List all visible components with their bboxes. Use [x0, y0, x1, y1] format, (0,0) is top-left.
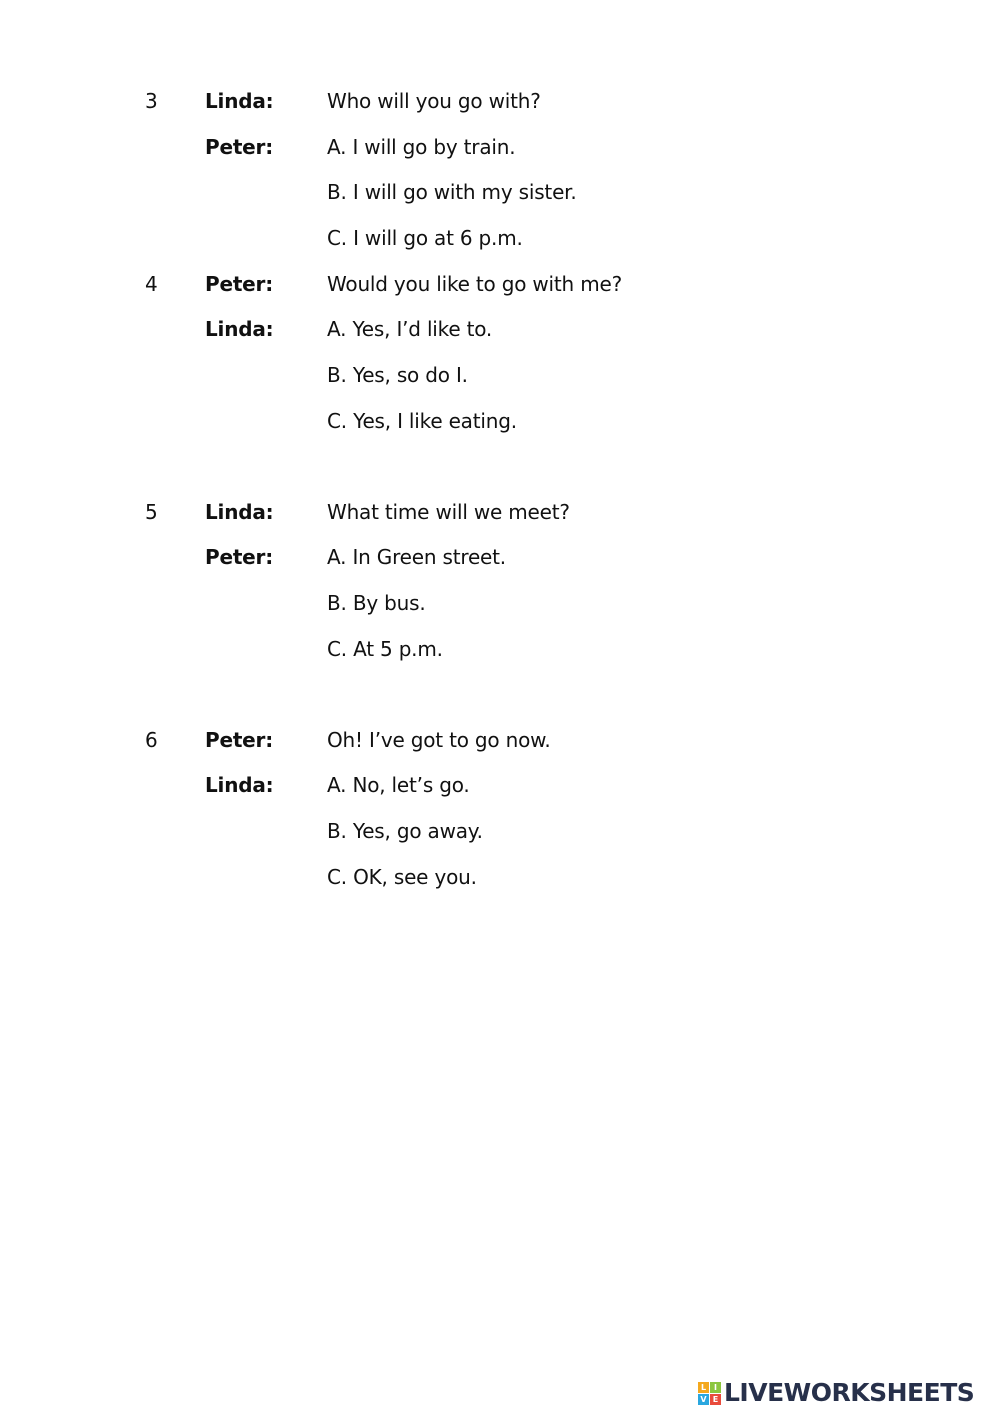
question-number: 5: [145, 500, 158, 524]
answer-option[interactable]: A. I will go by train.: [327, 135, 516, 159]
answer-option[interactable]: C. At 5 p.m.: [327, 637, 443, 661]
question-prompt: Who will you go with?: [327, 89, 541, 113]
answer-option[interactable]: B. Yes, go away.: [327, 819, 483, 843]
answer-option[interactable]: B. Yes, so do I.: [327, 363, 468, 387]
responder-label: Linda:: [205, 773, 274, 797]
watermark-text: LIVEWORKSHEETS: [724, 1378, 975, 1407]
question-prompt: Would you like to go with me?: [327, 272, 622, 296]
speaker-label: Peter:: [205, 272, 274, 296]
logo-tile: E: [710, 1394, 721, 1405]
question-prompt: What time will we meet?: [327, 500, 570, 524]
answer-option[interactable]: B. I will go with my sister.: [327, 180, 577, 204]
responder-label: Linda:: [205, 317, 274, 341]
question-number: 3: [145, 89, 158, 113]
question-prompt: Oh! I’ve got to go now.: [327, 728, 551, 752]
speaker-label: Peter:: [205, 728, 274, 752]
answer-option[interactable]: C. Yes, I like eating.: [327, 409, 517, 433]
speaker-label: Linda:: [205, 500, 274, 524]
answer-option[interactable]: C. OK, see you.: [327, 865, 477, 889]
logo-tile: I: [710, 1382, 721, 1393]
liveworksheets-watermark: [698, 1378, 974, 1408]
logo-tile: L: [698, 1382, 709, 1393]
liveworksheets-logo-icon: [698, 1382, 721, 1405]
answer-option[interactable]: A. Yes, I’d like to.: [327, 317, 493, 341]
question-number: 6: [145, 728, 158, 752]
answer-option[interactable]: A. In Green street.: [327, 545, 506, 569]
answer-option[interactable]: A. No, let’s go.: [327, 773, 470, 797]
speaker-label: Linda:: [205, 89, 274, 113]
answer-option[interactable]: B. By bus.: [327, 591, 426, 615]
answer-option[interactable]: C. I will go at 6 p.m.: [327, 226, 523, 250]
responder-label: Peter:: [205, 545, 274, 569]
question-number: 4: [145, 272, 158, 296]
logo-tile: V: [698, 1394, 709, 1405]
responder-label: Peter:: [205, 135, 274, 159]
